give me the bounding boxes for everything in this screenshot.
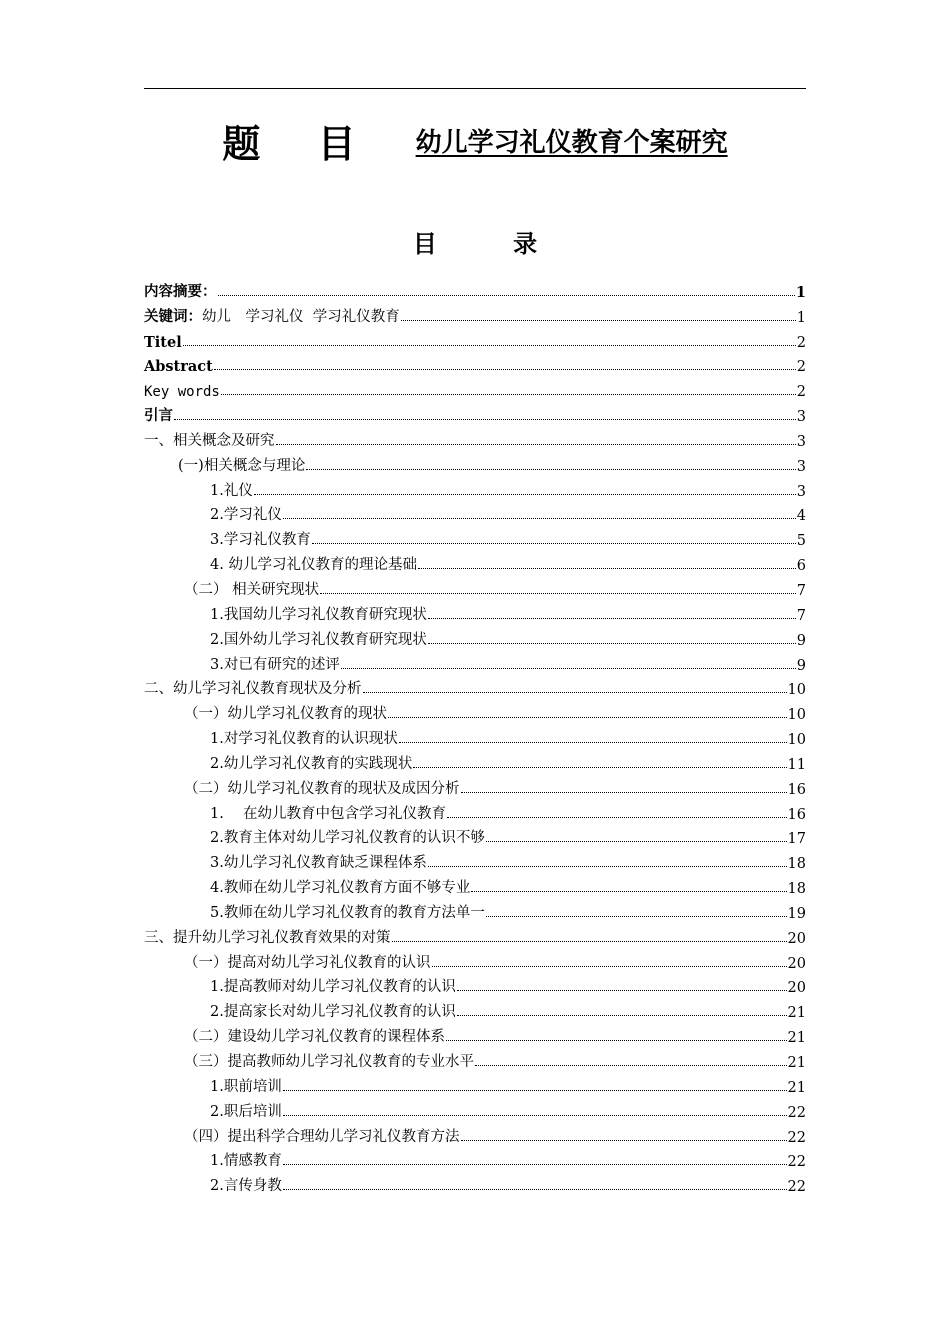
toc-entry-text: 二、幼儿学习礼仪教育现状及分析 <box>144 681 362 698</box>
toc-entry-text: 1. 在幼儿教育中包含学习礼仪教育 <box>210 805 446 822</box>
toc-entry-page: 9 <box>796 632 806 649</box>
toc-entry-page: 1 <box>795 283 806 301</box>
toc-entry-text: 引言 <box>144 407 173 425</box>
toc-entry[interactable] <box>144 698 806 723</box>
toc-entry-text: （二） 相关研究现状 <box>184 581 320 598</box>
toc-entry-text: （二）幼儿学习礼仪教育的现状及成因分析 <box>184 780 460 797</box>
toc-leader <box>475 1065 787 1066</box>
toc-entry-page: 4 <box>796 508 806 525</box>
toc-leader <box>418 568 796 569</box>
toc-leader <box>320 593 796 594</box>
toc-leader <box>363 692 787 693</box>
toc-entry-page: 2 <box>796 384 806 401</box>
toc-entry[interactable] <box>144 351 806 376</box>
toc-entry-text: 2.国外幼儿学习礼仪教育研究现状 <box>210 631 427 648</box>
toc-leader <box>283 1090 787 1091</box>
toc-entry[interactable] <box>144 674 806 699</box>
toc-entry-page: 21 <box>787 1005 806 1022</box>
toc-entry-page: 22 <box>787 1129 806 1146</box>
toc-entry[interactable] <box>144 549 806 574</box>
toc-entry-page: 21 <box>787 1030 806 1047</box>
toc-entry-page: 3 <box>796 458 806 475</box>
toc-entry[interactable] <box>144 649 806 674</box>
toc-entry-text: 1.提高教师对幼儿学习礼仪教育的认识 <box>210 979 456 996</box>
toc-leader <box>461 1140 787 1141</box>
toc-leader <box>447 817 787 818</box>
toc-leader <box>221 394 796 395</box>
toc-entry-page: 20 <box>787 980 806 997</box>
toc-leader <box>432 966 787 967</box>
toc-entry-page: 3 <box>796 483 806 500</box>
toc-entry-page: 21 <box>787 1079 806 1096</box>
toc-entry-page: 3 <box>796 433 806 450</box>
toc-leader <box>428 618 796 619</box>
toc-entry-text: 2.幼儿学习礼仪教育的实践现状 <box>210 755 413 772</box>
toc-entry-text: 2.言传身教 <box>210 1178 282 1195</box>
toc-entry-text: 5.教师在幼儿学习礼仪教育的教育方法单一 <box>210 904 485 921</box>
toc-entry[interactable] <box>144 450 806 475</box>
toc-entry[interactable] <box>144 500 806 525</box>
toc-entry-text: Abstract <box>144 358 213 376</box>
toc-entry[interactable] <box>144 1096 806 1121</box>
toc-entry-text: 1.对学习礼仪教育的认识现状 <box>210 731 398 748</box>
toc-entry-text: （一）提高对幼儿学习礼仪教育的认识 <box>184 954 431 971</box>
toc-entry-text: 2.提高家长对幼儿学习礼仪教育的认识 <box>210 1004 456 1021</box>
toc-entry[interactable] <box>144 773 806 798</box>
toc-entry-page: 1 <box>796 309 806 326</box>
toc-entry-page: 5 <box>796 533 806 550</box>
toc-entry[interactable] <box>144 723 806 748</box>
toc-entry[interactable] <box>144 1170 806 1195</box>
toc-entry[interactable] <box>144 475 806 500</box>
thesis-title <box>144 112 806 168</box>
toc-entry[interactable] <box>144 599 806 624</box>
toc-leader <box>218 295 795 296</box>
toc-entry-page: 20 <box>787 955 806 972</box>
toc-entry-page: 22 <box>787 1104 806 1121</box>
toc-entry-text: Titel <box>144 333 182 351</box>
toc-entry-text: 一、相关概念及研究 <box>144 432 275 449</box>
toc-entry[interactable] <box>144 798 806 823</box>
toc-leader <box>283 1164 787 1165</box>
toc-entry-page: 10 <box>787 682 806 699</box>
toc-entry-text: 3.幼儿学习礼仪教育缺乏课程体系 <box>210 855 427 872</box>
title-label: 题 目 <box>222 121 378 166</box>
toc-entry-text: (一)相关概念与理论 <box>178 457 306 474</box>
toc-entry-page: 10 <box>787 707 806 724</box>
toc-leader <box>214 369 796 370</box>
toc-leader <box>183 345 796 346</box>
toc-entry-page: 7 <box>796 607 806 624</box>
toc-entry-text: 幼儿 学习礼仪 学习礼仪教育 <box>202 308 400 325</box>
toc-entry-page: 21 <box>787 1055 806 1071</box>
toc-entry-page: 2 <box>796 334 806 351</box>
toc-entry[interactable] <box>144 897 806 922</box>
toc-entry[interactable] <box>144 922 806 947</box>
toc-entry-text: 1.我国幼儿学习礼仪教育研究现状 <box>210 606 427 623</box>
toc-entry[interactable] <box>144 1146 806 1171</box>
toc-leader <box>457 1015 787 1016</box>
toc-leader <box>283 1189 787 1190</box>
toc-entry[interactable] <box>144 847 806 872</box>
toc-entry[interactable] <box>144 947 806 972</box>
toc-entry[interactable] <box>144 1021 806 1046</box>
toc-leader <box>388 717 787 718</box>
toc-entry-page: 11 <box>787 756 806 773</box>
toc-entry[interactable] <box>144 276 806 301</box>
toc-entry[interactable] <box>144 1121 806 1146</box>
toc-heading: 目 录 <box>412 230 572 258</box>
toc-entry-page: 16 <box>787 806 806 823</box>
toc-entry-page: 20 <box>787 930 806 947</box>
toc-entry-text: （三）提高教师幼儿学习礼仪教育的专业水平 <box>184 1054 474 1070</box>
toc-leader <box>341 668 796 669</box>
toc-leader <box>306 469 795 470</box>
toc-leader <box>401 320 796 321</box>
toc-entry-text: 1.职前培训 <box>210 1078 282 1095</box>
toc-entry[interactable] <box>144 624 806 649</box>
toc-entry[interactable] <box>144 823 806 848</box>
toc-leader <box>486 916 787 917</box>
toc-entry[interactable] <box>144 1046 806 1071</box>
toc-entry-page: 16 <box>787 781 806 798</box>
toc-entry-text: 2.教育主体对幼儿学习礼仪教育的认识不够 <box>210 830 485 847</box>
toc-entry[interactable] <box>144 872 806 897</box>
toc-entry-page: 22 <box>787 1179 806 1196</box>
toc-leader <box>413 767 786 768</box>
toc-entry[interactable] <box>144 400 806 425</box>
toc-leader <box>283 518 796 519</box>
toc-entry-page: 19 <box>787 905 806 922</box>
table-of-contents <box>144 276 806 1195</box>
toc-leader <box>283 1115 787 1116</box>
toc-entry-text: 4. 幼儿学习礼仪教育的理论基础 <box>210 557 417 574</box>
toc-entry-text: 3.对已有研究的述评 <box>210 656 340 673</box>
toc-leader <box>428 643 796 644</box>
toc-leader <box>392 941 787 942</box>
toc-entry-text: 4.教师在幼儿学习礼仪教育方面不够专业 <box>210 880 471 897</box>
toc-entry-page: 18 <box>787 881 806 898</box>
toc-entry-page: 7 <box>796 582 806 599</box>
toc-entry-text: （四）提出科学合理幼儿学习礼仪教育方法 <box>184 1128 460 1145</box>
toc-entry-text: 2.学习礼仪 <box>210 507 282 524</box>
toc-entry-page: 9 <box>796 657 806 674</box>
toc-entry-text: 内容摘要： <box>144 282 217 300</box>
toc-leader <box>486 841 787 842</box>
toc-entry[interactable] <box>144 326 806 351</box>
toc-leader <box>174 419 796 420</box>
toc-entry-text: 3.学习礼仪教育 <box>210 532 311 549</box>
toc-entry[interactable] <box>144 972 806 997</box>
toc-leader <box>461 792 787 793</box>
toc-entry-text: Key words <box>144 384 220 401</box>
toc-entry-text: （一）幼儿学习礼仪教育的现状 <box>184 706 387 723</box>
toc-entry-page: 22 <box>787 1154 806 1171</box>
toc-entry[interactable] <box>144 301 806 326</box>
toc-entry[interactable] <box>144 574 806 599</box>
toc-leader <box>428 866 787 867</box>
title-value: 幼儿学习礼仪教育个案研究 <box>415 127 728 158</box>
toc-entry-label: 关键词： <box>144 307 202 325</box>
toc-entry-text: 1.礼仪 <box>210 482 253 499</box>
toc-entry-page: 17 <box>787 831 806 848</box>
toc-entry[interactable] <box>144 1071 806 1096</box>
toc-leader <box>446 1040 787 1041</box>
toc-entry-page: 2 <box>796 359 806 376</box>
toc-entry-page: 6 <box>796 558 806 575</box>
toc-entry-page: 3 <box>796 409 806 426</box>
toc-entry-page: 10 <box>787 732 806 749</box>
toc-entry-text: 三、提升幼儿学习礼仪教育效果的对策 <box>144 929 391 946</box>
toc-entry[interactable] <box>144 425 806 450</box>
toc-entry[interactable] <box>144 375 806 400</box>
toc-entry-page: 18 <box>787 856 806 873</box>
toc-leader <box>471 891 786 892</box>
header-rule <box>144 88 806 89</box>
toc-leader <box>399 742 787 743</box>
toc-entry[interactable] <box>144 524 806 549</box>
toc-leader <box>276 444 796 445</box>
toc-leader <box>312 543 796 544</box>
toc-entry-text: 1.情感教育 <box>210 1153 282 1170</box>
toc-entry-text: （二）建设幼儿学习礼仪教育的课程体系 <box>184 1029 445 1046</box>
toc-leader <box>457 990 787 991</box>
toc-entry[interactable] <box>144 748 806 773</box>
toc-leader <box>254 494 796 495</box>
toc-entry[interactable] <box>144 996 806 1021</box>
toc-entry-text: 2.职后培训 <box>210 1103 282 1120</box>
